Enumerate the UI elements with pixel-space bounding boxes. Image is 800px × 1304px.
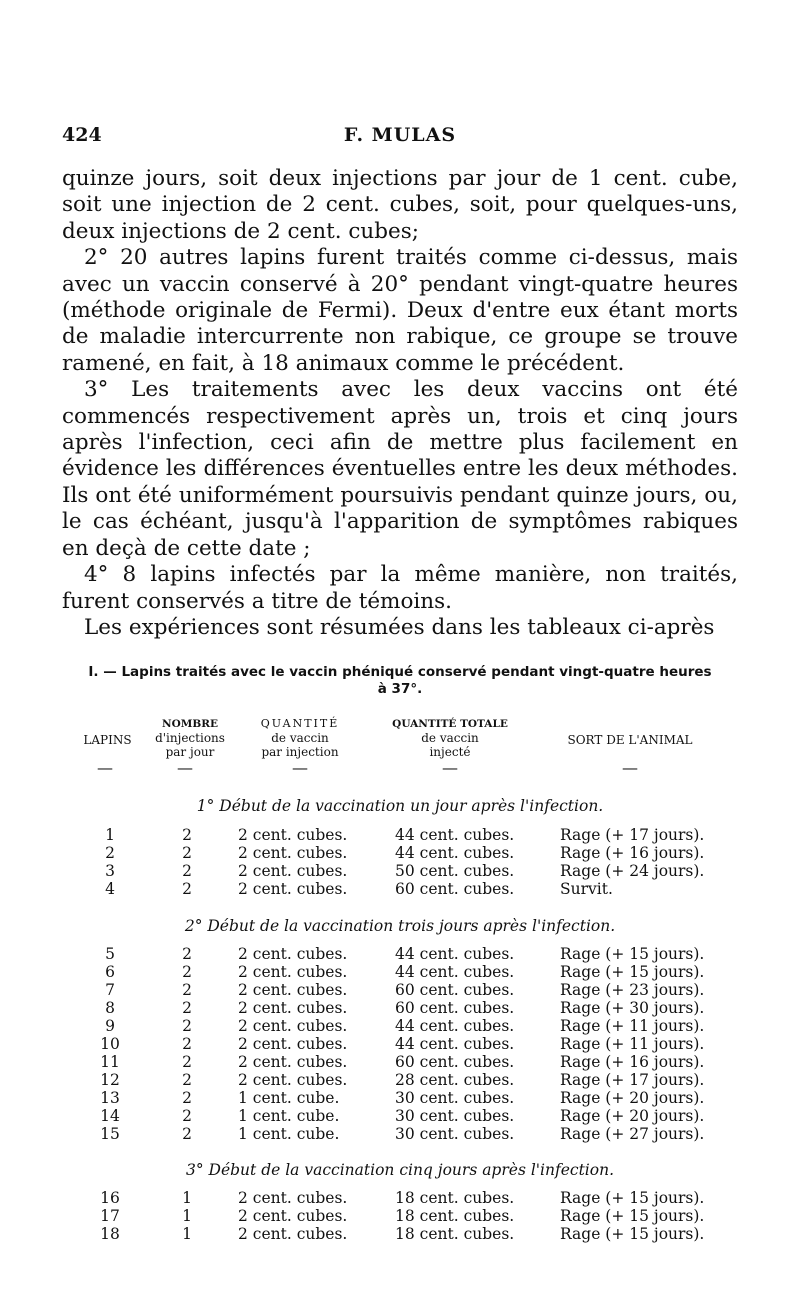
paragraph: quinze jours, soit deux injections par jour de 1 cent. cube, soit une injection de 2 cent. cubes, soit, pour quelques-uns, deux injections de 2 cent. cubes; [62, 166, 738, 244]
header-sort: SORT DE L'ANIMAL [567, 733, 693, 747]
section-title: 3° Début de la vaccination cinq jours après l'infection. [186, 1161, 614, 1179]
cell-lapin: 3 [105, 862, 115, 880]
cell-lapin: 8 [105, 999, 115, 1017]
cell-injections: 2 [182, 963, 192, 981]
cell-sort: Rage (+ 11 jours). [560, 1017, 705, 1035]
cell-sort: Rage (+ 16 jours). [560, 844, 705, 862]
cell-totale: 18 cent. cubes. [395, 1225, 515, 1243]
header-dash: — [97, 758, 113, 777]
cell-lapin: 18 [100, 1225, 120, 1243]
table-row [0, 1017, 800, 1035]
header-line: QUANTITÉ TOTALE [392, 718, 508, 730]
cell-sort: Rage (+ 15 jours). [560, 963, 705, 981]
cell-injections: 2 [182, 862, 192, 880]
body-text [62, 166, 738, 641]
cell-quantite: 1 cent. cube. [238, 1125, 340, 1143]
table-row [0, 999, 800, 1017]
cell-lapin: 1 [105, 826, 115, 844]
cell-totale: 60 cent. cubes. [395, 880, 515, 898]
header-quantite [245, 717, 355, 759]
cell-quantite: 1 cent. cube. [238, 1089, 340, 1107]
cell-totale: 44 cent. cubes. [395, 963, 515, 981]
cell-injections: 1 [182, 1189, 192, 1207]
cell-sort: Rage (+ 20 jours). [560, 1107, 705, 1125]
cell-quantite: 2 cent. cubes. [238, 844, 348, 862]
section-title: 2° Début de la vaccination trois jours après l'infection. [184, 917, 616, 935]
cell-injections: 2 [182, 999, 192, 1017]
table-title-line: à 37°. [377, 681, 423, 697]
cell-quantite: 2 cent. cubes. [238, 1035, 348, 1053]
cell-lapin: 13 [100, 1089, 120, 1107]
cell-injections: 2 [182, 880, 192, 898]
page-number: 424 [62, 124, 102, 146]
cell-totale: 60 cent. cubes. [395, 1053, 515, 1071]
cell-quantite: 2 cent. cubes. [238, 826, 348, 844]
cell-sort: Rage (+ 27 jours). [560, 1125, 705, 1143]
cell-lapin: 5 [105, 945, 115, 963]
section-title: 1° Début de la vaccination un jour après l'infection. [196, 797, 604, 815]
table-row [0, 826, 800, 844]
cell-totale: 44 cent. cubes. [395, 844, 515, 862]
header-line: injecté [429, 745, 471, 759]
cell-lapin: 2 [105, 844, 115, 862]
cell-quantite: 2 cent. cubes. [238, 1225, 348, 1243]
header-lapins: LAPINS [83, 733, 132, 747]
cell-totale: 50 cent. cubes. [395, 862, 515, 880]
header-line: par injection [261, 745, 339, 759]
cell-injections: 2 [182, 1053, 192, 1071]
cell-totale: 30 cent. cubes. [395, 1089, 515, 1107]
header-dash: — [442, 758, 458, 777]
table-row [0, 1071, 800, 1089]
header-line: QUANTITÉ [260, 717, 340, 730]
cell-injections: 2 [182, 1125, 192, 1143]
cell-totale: 44 cent. cubes. [395, 945, 515, 963]
table-title [62, 664, 738, 698]
header-injections [145, 717, 235, 759]
cell-quantite: 2 cent. cubes. [238, 981, 348, 999]
cell-totale: 44 cent. cubes. [395, 1017, 515, 1035]
table-row [0, 880, 800, 898]
page-header [62, 124, 738, 148]
cell-totale: 18 cent. cubes. [395, 1189, 515, 1207]
paragraph: 2° 20 autres lapins furent traités comme ci-dessus, mais avec un vaccin conservé à 20° pendant vingt-quatre heures (méthode originale de Fermi). Deux d'entre eux étant morts de maladie intercurrente non rabique, ce groupe se trouve ramené, en fait, à 18 animaux comme le précédent. [62, 245, 738, 376]
cell-quantite: 2 cent. cubes. [238, 880, 348, 898]
cell-sort: Rage (+ 15 jours). [560, 945, 705, 963]
header-line: de vaccin [421, 731, 479, 745]
table-title-line: I. — Lapins traités avec le vaccin phéniqué conservé pendant vingt-quatre heures [88, 664, 712, 680]
cell-injections: 2 [182, 844, 192, 862]
cell-sort: Rage (+ 23 jours). [560, 981, 705, 999]
paragraph: Les expériences sont résumées dans les tableaux ci-après [84, 614, 715, 640]
table-row [0, 1125, 800, 1143]
cell-injections: 2 [182, 1035, 192, 1053]
cell-injections: 1 [182, 1225, 192, 1243]
cell-injections: 2 [182, 1017, 192, 1035]
table-row [0, 981, 800, 999]
header-line: d'injections [155, 731, 225, 745]
header-dash: — [292, 758, 308, 777]
header-dash: — [177, 758, 193, 777]
cell-quantite: 2 cent. cubes. [238, 945, 348, 963]
cell-totale: 18 cent. cubes. [395, 1207, 515, 1225]
cell-lapin: 10 [100, 1035, 120, 1053]
cell-lapin: 12 [100, 1071, 120, 1089]
cell-sort: Survit. [560, 880, 613, 898]
cell-quantite: 1 cent. cube. [238, 1107, 340, 1125]
table-row [0, 1207, 800, 1225]
cell-sort: Rage (+ 30 jours). [560, 999, 705, 1017]
cell-sort: Rage (+ 15 jours). [560, 1207, 705, 1225]
table-row [0, 862, 800, 880]
cell-totale: 60 cent. cubes. [395, 999, 515, 1017]
cell-totale: 28 cent. cubes. [395, 1071, 515, 1089]
cell-injections: 2 [182, 826, 192, 844]
cell-lapin: 17 [100, 1207, 120, 1225]
table-row [0, 945, 800, 963]
table-row [0, 1035, 800, 1053]
table-row [0, 844, 800, 862]
table-row [0, 1089, 800, 1107]
cell-sort: Rage (+ 11 jours). [560, 1035, 705, 1053]
cell-sort: Rage (+ 17 jours). [560, 826, 705, 844]
cell-injections: 2 [182, 981, 192, 999]
paragraph: 4° 8 lapins infectés par la même manière, non traités, furent conservés a titre de témoins. [62, 562, 738, 614]
cell-lapin: 7 [105, 981, 115, 999]
cell-injections: 2 [182, 945, 192, 963]
cell-quantite: 2 cent. cubes. [238, 963, 348, 981]
header-line: de vaccin [271, 731, 329, 745]
cell-lapin: 14 [100, 1107, 120, 1125]
cell-lapin: 11 [100, 1053, 120, 1071]
cell-sort: Rage (+ 15 jours). [560, 1189, 705, 1207]
cell-injections: 2 [182, 1089, 192, 1107]
paragraph: 3° Les traitements avec les deux vaccins ont été commencés respectivement après un, trois et cinq jours après l'infection, ceci afin de mettre plus facilement en évidence les différences éventuelles entre les deux méthodes. Ils ont été uniformément poursuivis pendant quinze jours, ou, le cas échéant, jusqu'à l'apparition de symptômes rabiques en deçà de cette date ; [62, 377, 738, 561]
table-row [0, 963, 800, 981]
table-row [0, 1107, 800, 1125]
header-line: par jour [165, 745, 215, 759]
cell-quantite: 2 cent. cubes. [238, 1053, 348, 1071]
cell-sort: Rage (+ 20 jours). [560, 1089, 705, 1107]
cell-lapin: 6 [105, 963, 115, 981]
cell-totale: 30 cent. cubes. [395, 1125, 515, 1143]
cell-quantite: 2 cent. cubes. [238, 1207, 348, 1225]
cell-quantite: 2 cent. cubes. [238, 1017, 348, 1035]
cell-injections: 2 [182, 1107, 192, 1125]
cell-injections: 1 [182, 1207, 192, 1225]
cell-sort: Rage (+ 17 jours). [560, 1071, 705, 1089]
cell-totale: 44 cent. cubes. [395, 1035, 515, 1053]
cell-lapin: 15 [100, 1125, 120, 1143]
cell-quantite: 2 cent. cubes. [238, 1189, 348, 1207]
cell-totale: 60 cent. cubes. [395, 981, 515, 999]
cell-sort: Rage (+ 16 jours). [560, 1053, 705, 1071]
table-row [0, 1225, 800, 1243]
cell-lapin: 9 [105, 1017, 115, 1035]
running-title: F. MULAS [343, 124, 457, 146]
cell-quantite: 2 cent. cubes. [238, 862, 348, 880]
cell-totale: 30 cent. cubes. [395, 1107, 515, 1125]
cell-quantite: 2 cent. cubes. [238, 1071, 348, 1089]
table-row [0, 1189, 800, 1207]
cell-sort: Rage (+ 24 jours). [560, 862, 705, 880]
header-dash: — [622, 758, 638, 777]
cell-injections: 2 [182, 1071, 192, 1089]
header-totale [370, 717, 530, 759]
cell-lapin: 4 [105, 880, 115, 898]
table-row [0, 1053, 800, 1071]
cell-sort: Rage (+ 15 jours). [560, 1225, 705, 1243]
header-line: NOMBRE [162, 718, 218, 730]
cell-lapin: 16 [100, 1189, 120, 1207]
cell-totale: 44 cent. cubes. [395, 826, 515, 844]
cell-quantite: 2 cent. cubes. [238, 999, 348, 1017]
